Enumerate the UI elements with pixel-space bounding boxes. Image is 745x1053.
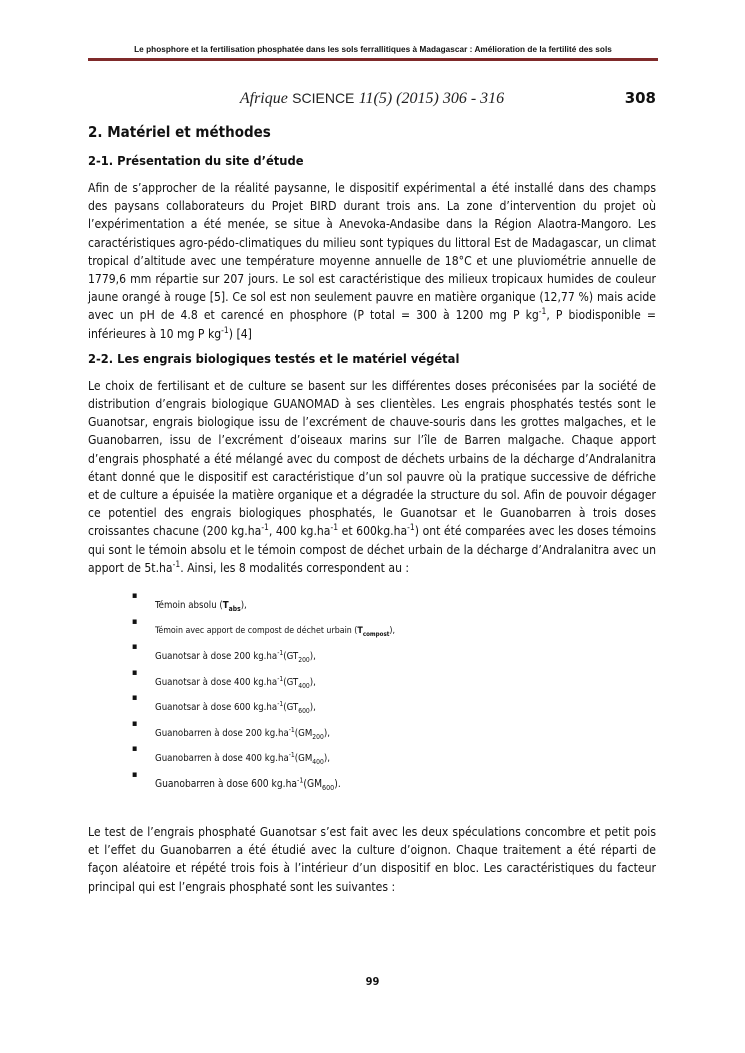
text-run: ),: [309, 702, 316, 714]
modality-text: [155, 750, 330, 766]
running-header: Le phosphore et la fertilisation phosphatée dans les sols ferrallitiques à Madagascar : Amélioration de la fertilité des sols: [134, 45, 612, 54]
text-run: , P biodisponible = inférieures à 10 mg P kg: [88, 308, 656, 341]
superscript: -1: [330, 522, 339, 533]
modalities-list: [88, 591, 656, 795]
journal-line: [88, 89, 656, 109]
text-run: , 400 kg.ha: [268, 524, 331, 539]
journal-name-italic: Afrique: [239, 90, 288, 107]
journal-name-caps: SCIENCE: [292, 90, 355, 106]
text-run: Guanobarren à dose 600 kg.ha: [155, 778, 298, 790]
text-run: (GT: [283, 702, 299, 714]
text-run: Guanobarren à dose 400 kg.ha: [155, 753, 289, 765]
list-item: [88, 770, 656, 796]
text-run: Témoin absolu (: [155, 600, 223, 612]
text-run: ) ont été comparées avec les doses témoins qui sont le témoin absolu et le témoin compost de déchet urbain de la décharge d’Andralanitra avec un apport de 5t.ha: [88, 524, 656, 575]
text-run: ),: [389, 625, 395, 636]
section-title: 2. Matériel et méthodes: [88, 123, 271, 141]
journal-volume: 11(5) (2015) 306 - 316: [358, 90, 505, 107]
journal-citation: [88, 89, 656, 108]
subscript: 200: [312, 732, 324, 741]
page-number: 308: [624, 89, 656, 107]
text-run: Le choix de fertilisant et de culture se basent sur les différentes doses préconisées par la société de distribution d’engrais biologique GUANOMAD à ses clientèles. Les engrais phosphatés testés sont le Guanotsar, engrais biologique issu de l’excrément de chauve-souris dans les grottes malgaches, et le Guanobarren, issu de l’excrément d’oiseaux marins sur l’île de Barren malgache. Chaque apport d’engrais phosphaté a été mélangé avec du compost de déchets urbains de la décharge d’Andralanitra étant donné que le dispositif est caractéristique d’un sol pauvre où la pratique successive de défriche et de culture a épuisée la matière organique et a dégradée la structure du sol. Afin de pouvoir dégager ce potentiel des engrais biologiques phosphatés, le Guanotsar et le Guanobarren à trois doses croissantes chacune (200 kg.ha: [88, 378, 656, 539]
text-run: ),: [309, 651, 316, 663]
bullet-square-icon: ▪: [132, 693, 138, 704]
list-item: [88, 719, 656, 745]
list-item: [88, 617, 656, 643]
subscript: compost: [362, 630, 390, 638]
list-item: [88, 668, 656, 694]
text-run: ),: [240, 600, 247, 612]
bullet-square-icon: ▪: [132, 616, 138, 627]
text-run: (GT: [283, 651, 299, 663]
subscript: 600: [322, 782, 335, 792]
text-run: et 600kg.ha: [338, 524, 408, 539]
subsection-title-site: 2-1. Présentation du site d’étude: [88, 154, 304, 169]
bullet-square-icon: ▪: [132, 769, 138, 780]
superscript: -1: [538, 306, 547, 317]
subsection-title-fertilizers: 2-2. Les engrais biologiques testés et le matériel végétal: [88, 351, 460, 367]
paragraph-trial-design: Le test de l’engrais phosphaté Guanotsar s’est fait avec les deux spéculations concombre et petit pois et l’effet du Guanobarren a été étudié avec la culture d’oignon. Chaque traitement a été réparti de façon aléatoire et répété trois fois à l’intérieur d’un dispositif en bloc. Les caractéristiques du facteur principal qui est l’engrais phosphaté sont les suivantes :: [88, 825, 656, 894]
header-rule: [88, 58, 658, 61]
article-body: [88, 123, 656, 896]
superscript: -1: [172, 558, 181, 569]
text-run: Guanotsar à dose 600 kg.ha: [155, 702, 278, 714]
text-run: . Ainsi, les 8 modalités correspondent au :: [180, 560, 410, 575]
modality-text: [155, 725, 330, 741]
text-run: ),: [323, 727, 330, 739]
superscript: -1: [277, 648, 284, 657]
modality-text: [155, 648, 316, 664]
bullet-square-icon: ▪: [132, 642, 138, 653]
subscript: 400: [298, 681, 310, 690]
text-run: Guanotsar à dose 200 kg.ha: [155, 651, 278, 663]
text-run: (GM: [294, 753, 313, 765]
text-run: (GT: [283, 676, 299, 688]
superscript: -1: [221, 324, 229, 335]
list-item: [88, 591, 656, 617]
superscript: -1: [277, 699, 284, 708]
text-run: ).: [334, 778, 341, 790]
modality-text: [155, 626, 395, 636]
paragraph-site: [88, 179, 656, 343]
text-run: Guanotsar à dose 400 kg.ha: [155, 676, 278, 688]
superscript: -1: [288, 725, 295, 734]
text-run: (GM: [303, 778, 323, 790]
subscript: 200: [298, 655, 310, 664]
symbol: T: [357, 625, 363, 636]
subscript: abs: [228, 604, 241, 613]
text-run: Guanobarren à dose 200 kg.ha: [155, 727, 289, 739]
text-run: (GM: [294, 727, 313, 739]
modality-text: [155, 699, 316, 715]
subscript: 400: [312, 757, 324, 766]
bullet-square-icon: ▪: [132, 667, 138, 678]
text-run: ) [4]: [228, 326, 252, 341]
superscript: -1: [288, 750, 295, 759]
text-run: ),: [323, 753, 330, 765]
superscript: -1: [277, 674, 284, 683]
list-item: [88, 693, 656, 719]
modality-text: [155, 600, 247, 611]
subscript: 600: [298, 706, 310, 715]
list-item: [88, 744, 656, 770]
paragraph-fertilizers: [88, 377, 656, 577]
modality-text: [155, 775, 341, 792]
text-run: Témoin avec apport de compost de déchet urbain (: [155, 625, 358, 636]
footer-page-number: 99: [365, 975, 380, 988]
superscript: -1: [261, 522, 269, 533]
superscript: -1: [407, 522, 415, 533]
symbol: T: [222, 600, 229, 612]
text-run: Afin de s’approcher de la réalité paysanne, le dispositif expérimental a été installé dans des champs des paysans collaborateurs du Projet BIRD durant trois ans. La zone d’intervention du projet où l’expérimentation a été menée, se situe à Anevoka-Andasibe dans la Région Alaotra-Mangoro. Les caractéristiques agro-pédo-climatiques du milieu sont typiques du littoral Est de Madagascar, un climat tropical d’altitude avec une température moyenne annuelle de 18°C et une pluviométrie annuelle de 1779,6 mm répartie sur 207 jours. Le sol est caractéristique des milieux tropicaux humides de couleur jaune orangé à rouge [5]. Ce sol est non seulement pauvre en matière organique (12,77 %) mais acide avec un pH de 4.8 et carencé en phosphore (P total = 300 à 1200 mg P kg: [88, 181, 656, 323]
superscript: -1: [297, 775, 304, 785]
bullet-square-icon: ▪: [132, 591, 138, 602]
bullet-square-icon: ▪: [132, 744, 138, 755]
text-run: ),: [309, 676, 316, 688]
list-item: [88, 642, 656, 668]
modality-text: [155, 674, 316, 690]
bullet-square-icon: ▪: [132, 718, 138, 729]
